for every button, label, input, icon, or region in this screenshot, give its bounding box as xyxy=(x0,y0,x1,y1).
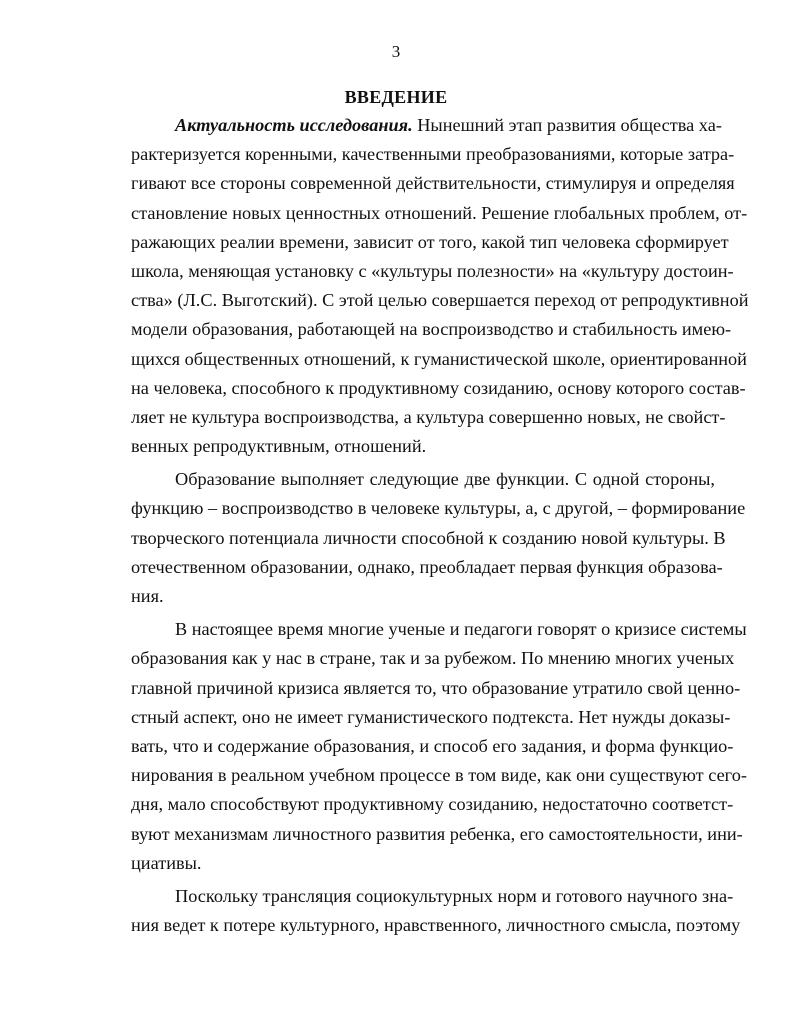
text-line: Актуальность исследования. Нынешний этап развития общества ха- xyxy=(175,115,722,135)
text-line: на человека, способного к продуктивному созиданию, основу которого состав- xyxy=(131,377,746,398)
page-number: 3 xyxy=(391,42,401,61)
text-line: образования как у нас в стране, так и за рубежом. По мнению многих ученых xyxy=(131,648,735,669)
relevance-lead: Актуальность исследования. xyxy=(175,115,413,135)
text-line: вуют механизмам личностного развития ребенка, его самостоятельности, ини- xyxy=(131,823,743,844)
text-line: вать, что и содержание образования, и способ его задания, и форма функцио- xyxy=(131,735,734,756)
text-line: стный аспект, оно не имеет гуманистического подтекста. Нет нужды доказы- xyxy=(131,706,731,727)
text-line: ния ведет к потере культурного, нравственного, личностного смысла, поэтому xyxy=(131,915,741,936)
paragraph-functions xyxy=(131,465,746,611)
text-line: функцию – воспроизводство в человеке культуры, а, с другой, – формирование xyxy=(131,498,746,519)
text-line: школа, меняющая установку с «культуры полезности» на «культуру достоин- xyxy=(131,260,734,281)
text-line: гивают все стороны современной действительности, стимулируя и определяя xyxy=(131,173,735,194)
paragraph-crisis xyxy=(131,615,747,878)
text-line: ражающих реалии времени, зависит от того, какой тип человека сформирует xyxy=(131,231,729,252)
text-line: циативы. xyxy=(131,852,202,873)
text-line: Поскольку трансляция социокультурных норм и готового научного зна- xyxy=(175,885,734,906)
text-line: ляет не культура воспроизводства, а культура совершенно новых, не свойст- xyxy=(131,406,726,427)
body-text xyxy=(131,111,749,940)
text-line: рактеризуется коренными, качественными преобразованиями, которые затра- xyxy=(131,144,735,165)
section-heading: ВВЕДЕНИЕ xyxy=(344,87,448,107)
text-line: ния. xyxy=(131,586,164,606)
text-line: становление новых ценностных отношений. Решение глобальных проблем, от- xyxy=(131,202,748,223)
text-line: нирования в реальном учебном процессе в том виде, как они существуют сего- xyxy=(131,765,747,786)
text-line: щихся общественных отношений, к гуманистической школе, ориентированной xyxy=(131,348,747,369)
text-line: венных репродуктивным, отношений. xyxy=(131,436,427,457)
text-line: ства» (Л.С. Выготский). С этой целью совершается переход от репродуктивной xyxy=(131,290,749,311)
text-line: главной причиной кризиса является то, что образование утратило свой ценно- xyxy=(131,677,741,698)
paragraph-relevance xyxy=(131,111,749,461)
text-line: творческого потенциала личности способной к созданию новой культуры. В xyxy=(131,527,726,548)
text-line: В настоящее время многие ученые и педагоги говорят о кризисе системы xyxy=(175,619,747,640)
text-line: отечественном образовании, однако, преобладает первая функция образова- xyxy=(131,556,723,577)
paragraph-translation xyxy=(131,882,741,940)
text-line: дня, мало способствуют продуктивному созиданию, недостаточно соответст- xyxy=(131,794,734,815)
text-line: модели образования, работающей на воспроизводство и стабильность имею- xyxy=(131,319,732,340)
text-line: Образование выполняет следующие две функции. С одной стороны, xyxy=(175,469,715,490)
